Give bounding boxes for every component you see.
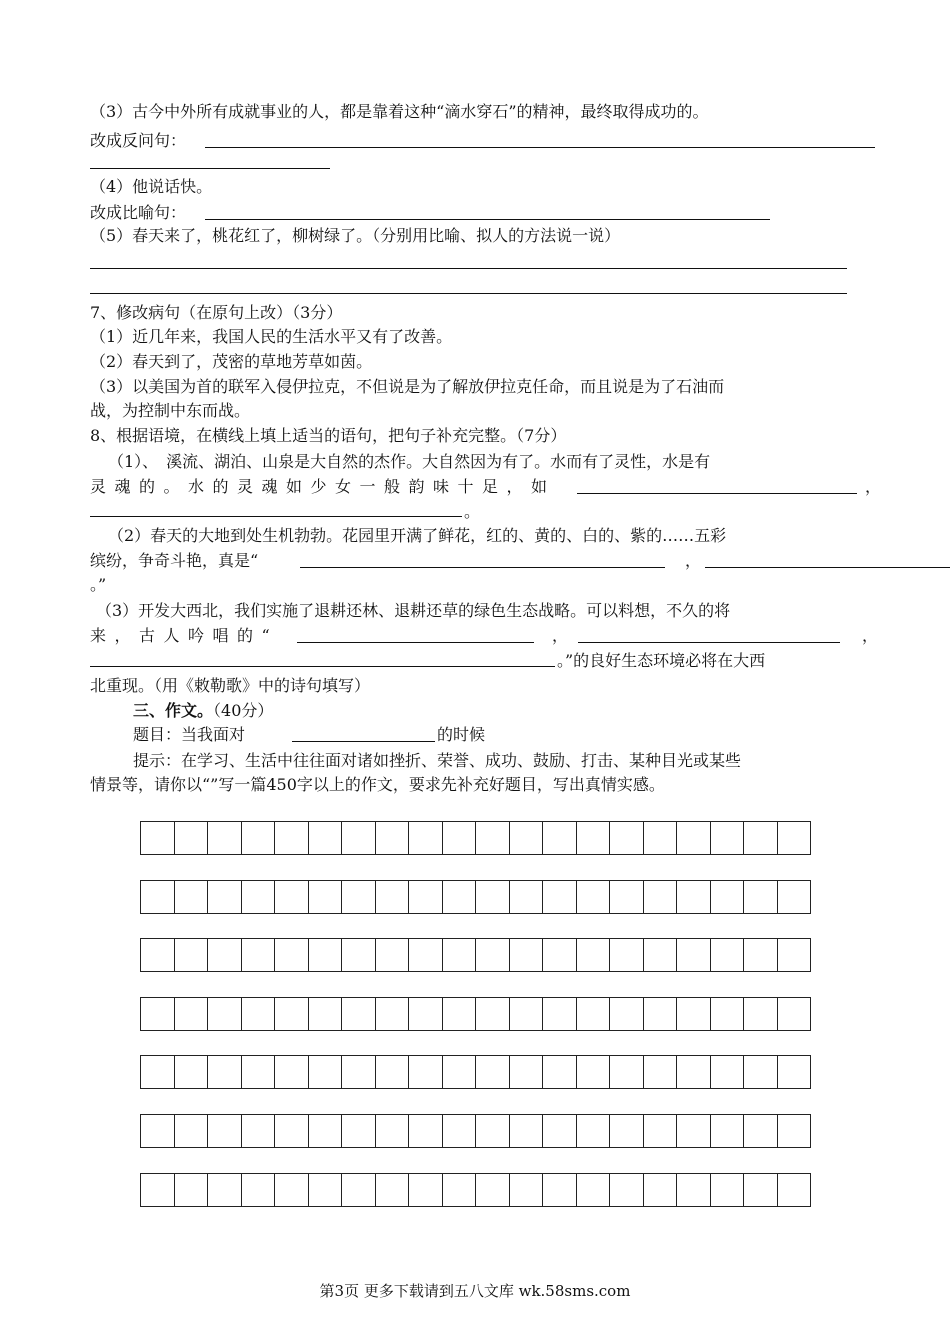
grid-cell[interactable]	[443, 1173, 477, 1207]
q7-heading: 7、修改病句（在原句上改）（3分）	[90, 303, 343, 322]
grid-cell[interactable]	[275, 997, 309, 1031]
grid-cell[interactable]	[543, 1055, 577, 1089]
composition-title-label: 题目：当我面对	[133, 725, 246, 744]
grid-cell[interactable]	[242, 821, 276, 855]
grid-row[interactable]	[140, 1114, 811, 1148]
grid-cell[interactable]	[242, 1055, 276, 1089]
grid-cell[interactable]	[577, 1173, 611, 1207]
grid-cell[interactable]	[376, 1055, 410, 1089]
q6-task-3: 改成反问句：	[90, 131, 187, 150]
grid-cell[interactable]	[208, 1055, 242, 1089]
q8-p3-comma-2: ，	[862, 626, 879, 645]
grid-cell[interactable]	[744, 1173, 778, 1207]
grid-cell[interactable]	[677, 1055, 711, 1089]
q7-sentence-3a: （3）以美国为首的联军入侵伊拉克，不但说是为了解放伊拉克任命，而且说是为了石油而	[90, 377, 725, 396]
grid-cell[interactable]	[275, 1114, 309, 1148]
grid-cell[interactable]	[476, 938, 510, 972]
grid-cell[interactable]	[510, 997, 544, 1031]
grid-cell[interactable]	[778, 1173, 812, 1207]
grid-cell[interactable]	[543, 1114, 577, 1148]
grid-cell[interactable]	[409, 1173, 443, 1207]
grid-cell[interactable]	[309, 821, 343, 855]
q6-task-4: 改成比喻句：	[90, 203, 187, 222]
title-blank[interactable]	[292, 741, 435, 742]
answer-line[interactable]	[90, 168, 330, 169]
grid-cell[interactable]	[409, 821, 443, 855]
answer-line[interactable]	[90, 293, 847, 294]
q7-sentence-1: （1）近几年来，我国人民的生活水平又有了改善。	[90, 327, 453, 346]
grid-cell[interactable]	[175, 880, 209, 914]
grid-cell[interactable]	[342, 1055, 376, 1089]
grid-cell[interactable]	[577, 1114, 611, 1148]
grid-cell[interactable]	[644, 997, 678, 1031]
grid-cell[interactable]	[711, 1173, 745, 1207]
grid-cell[interactable]	[711, 821, 745, 855]
grid-cell[interactable]	[342, 1114, 376, 1148]
grid-cell[interactable]	[744, 821, 778, 855]
q7-sentence-3b: 战，为控制中东而战。	[90, 401, 251, 420]
page-footer: 第3页 更多下载请到五八文库 wk.58sms.com	[319, 1282, 631, 1300]
grid-cell[interactable]	[309, 997, 343, 1031]
grid-row[interactable]	[140, 821, 811, 855]
grid-cell[interactable]	[610, 1114, 644, 1148]
grid-cell[interactable]	[510, 1173, 544, 1207]
grid-cell[interactable]	[744, 1114, 778, 1148]
grid-cell[interactable]	[275, 821, 309, 855]
q6-sentence-5: （5）春天来了，桃花红了，柳树绿了。（分别用比喻、拟人的方法说一说）	[90, 226, 621, 245]
grid-row[interactable]	[140, 997, 811, 1031]
grid-cell[interactable]	[577, 821, 611, 855]
grid-cell[interactable]	[409, 997, 443, 1031]
grid-cell[interactable]	[476, 1114, 510, 1148]
grid-cell[interactable]	[677, 1173, 711, 1207]
grid-cell[interactable]	[610, 997, 644, 1031]
grid-cell[interactable]	[443, 938, 477, 972]
grid-cell[interactable]	[711, 997, 745, 1031]
grid-cell[interactable]	[409, 938, 443, 972]
grid-cell[interactable]	[744, 880, 778, 914]
grid-cell[interactable]	[711, 1114, 745, 1148]
grid-cell[interactable]	[577, 880, 611, 914]
q6-sentence-4: （4）他说话快。	[90, 177, 213, 196]
grid-cell[interactable]	[175, 1114, 209, 1148]
grid-cell[interactable]	[577, 1055, 611, 1089]
grid-cell[interactable]	[309, 880, 343, 914]
grid-cell[interactable]	[208, 821, 242, 855]
grid-cell[interactable]	[543, 880, 577, 914]
answer-line[interactable]	[205, 219, 770, 220]
grid-cell[interactable]	[644, 880, 678, 914]
q8-p1-period: 。	[464, 502, 481, 521]
grid-cell[interactable]	[443, 997, 477, 1031]
grid-cell[interactable]	[677, 880, 711, 914]
grid-row[interactable]	[140, 1173, 811, 1207]
grid-cell[interactable]	[677, 938, 711, 972]
q8-p2-line-b: 缤纷，争奇斗艳，真是“	[90, 551, 259, 570]
grid-cell[interactable]	[443, 1055, 477, 1089]
grid-cell[interactable]	[208, 997, 242, 1031]
composition-title-end: 的时候	[437, 725, 486, 744]
q8-p3-line-a: （3）开发大西北，我们实施了退耕还林、退耕还草的绿色生态战略。可以料想，不久的将	[96, 601, 731, 620]
grid-cell[interactable]	[778, 1055, 812, 1089]
grid-cell[interactable]	[342, 880, 376, 914]
grid-cell[interactable]	[376, 1173, 410, 1207]
answer-line[interactable]	[297, 642, 534, 643]
grid-cell[interactable]	[476, 1173, 510, 1207]
grid-cell[interactable]	[141, 1114, 175, 1148]
grid-cell[interactable]	[677, 1114, 711, 1148]
grid-cell[interactable]	[711, 1055, 745, 1089]
grid-cell[interactable]	[443, 1114, 477, 1148]
grid-cell[interactable]	[309, 1114, 343, 1148]
grid-cell[interactable]	[175, 997, 209, 1031]
grid-cell[interactable]	[744, 938, 778, 972]
grid-cell[interactable]	[610, 1055, 644, 1089]
grid-cell[interactable]	[342, 821, 376, 855]
grid-cell[interactable]	[543, 997, 577, 1031]
q6-sentence-3: （3）古今中外所有成就事业的人，都是靠着这种“滴水穿石”的精神，最终取得成功的。	[90, 102, 709, 121]
answer-line[interactable]	[90, 516, 462, 517]
grid-cell[interactable]	[711, 880, 745, 914]
grid-cell[interactable]	[376, 821, 410, 855]
grid-cell[interactable]	[510, 1055, 544, 1089]
answer-line[interactable]	[578, 642, 840, 643]
grid-cell[interactable]	[242, 938, 276, 972]
q8-p3-line-d: 北重现。（用《敕勒歌》中的诗句填写）	[90, 676, 371, 695]
grid-cell[interactable]	[744, 997, 778, 1031]
grid-cell[interactable]	[476, 1055, 510, 1089]
q7-sentence-2: （2）春天到了，茂密的草地芳草如茵。	[90, 352, 373, 371]
q8-p2-line-a: （2）春天的大地到处生机勃勃。花园里开满了鲜花，红的、黄的、白的、紫的……五彩	[108, 526, 727, 545]
grid-cell[interactable]	[744, 1055, 778, 1089]
grid-cell[interactable]	[543, 821, 577, 855]
grid-cell[interactable]	[510, 1114, 544, 1148]
q8-p1-line-a: （1）、 溪流、湖泊、山泉是大自然的杰作。大自然因为有了。水而有了灵性，水是有	[108, 452, 711, 471]
grid-cell[interactable]	[175, 1173, 209, 1207]
grid-cell[interactable]	[309, 1055, 343, 1089]
grid-cell[interactable]	[275, 880, 309, 914]
grid-row[interactable]	[140, 1055, 811, 1089]
grid-cell[interactable]	[510, 880, 544, 914]
grid-cell[interactable]	[409, 1055, 443, 1089]
grid-cell[interactable]	[543, 1173, 577, 1207]
q8-p3-line-b: 来，古人吟唱的“	[90, 626, 279, 645]
grid-cell[interactable]	[644, 1114, 678, 1148]
q8-p2-comma: ，	[685, 551, 702, 570]
grid-cell[interactable]	[275, 938, 309, 972]
grid-cell[interactable]	[242, 1114, 276, 1148]
grid-cell[interactable]	[342, 938, 376, 972]
grid-cell[interactable]	[443, 821, 477, 855]
grid-cell[interactable]	[644, 821, 678, 855]
grid-cell[interactable]	[543, 938, 577, 972]
composition-hint-1: 提示：在学习、生活中往往面对诸如挫折、荣誉、成功、鼓励、打击、某种目光或某些	[133, 751, 742, 770]
composition-hint-2: 情景等，请你以“”写一篇450字以上的作文，要求先补充好题目，写出真情实感。	[90, 775, 665, 794]
grid-cell[interactable]	[275, 1173, 309, 1207]
grid-cell[interactable]	[376, 997, 410, 1031]
grid-cell[interactable]	[141, 938, 175, 972]
q8-p3-line-c-end: 。”的良好生态环境必将在大西	[557, 651, 766, 670]
grid-cell[interactable]	[510, 821, 544, 855]
grid-cell[interactable]	[610, 1173, 644, 1207]
grid-cell[interactable]	[141, 821, 175, 855]
grid-cell[interactable]	[376, 938, 410, 972]
grid-cell[interactable]	[610, 821, 644, 855]
grid-cell[interactable]	[141, 1055, 175, 1089]
grid-cell[interactable]	[778, 821, 812, 855]
grid-cell[interactable]	[242, 880, 276, 914]
grid-cell[interactable]	[141, 1173, 175, 1207]
grid-cell[interactable]	[778, 1114, 812, 1148]
grid-cell[interactable]	[175, 938, 209, 972]
answer-line[interactable]	[577, 493, 857, 494]
grid-cell[interactable]	[208, 880, 242, 914]
grid-row[interactable]	[140, 938, 811, 972]
grid-cell[interactable]	[175, 1055, 209, 1089]
q8-p1-comma: ，	[865, 477, 882, 496]
q8-p2-line-c: 。”	[90, 575, 107, 594]
grid-cell[interactable]	[376, 880, 410, 914]
grid-cell[interactable]	[242, 1173, 276, 1207]
grid-cell[interactable]	[242, 997, 276, 1031]
answer-line[interactable]	[300, 567, 665, 568]
grid-cell[interactable]	[644, 938, 678, 972]
grid-cell[interactable]	[208, 938, 242, 972]
grid-cell[interactable]	[577, 938, 611, 972]
q8-heading: 8、根据语境，在横线上填上适当的语句，把句子补充完整。（7分）	[90, 426, 567, 445]
grid-cell[interactable]	[175, 821, 209, 855]
grid-row[interactable]	[140, 880, 811, 914]
grid-cell[interactable]	[309, 1173, 343, 1207]
grid-cell[interactable]	[778, 938, 812, 972]
grid-cell[interactable]	[644, 1173, 678, 1207]
grid-cell[interactable]	[342, 1173, 376, 1207]
grid-cell[interactable]	[610, 880, 644, 914]
section3-heading: 三、作文。（40分）	[133, 701, 274, 720]
grid-cell[interactable]	[677, 997, 711, 1031]
grid-cell[interactable]	[510, 938, 544, 972]
grid-cell[interactable]	[610, 938, 644, 972]
grid-cell[interactable]	[577, 997, 611, 1031]
grid-cell[interactable]	[409, 1114, 443, 1148]
grid-cell[interactable]	[711, 938, 745, 972]
grid-cell[interactable]	[644, 1055, 678, 1089]
answer-line[interactable]	[205, 147, 875, 148]
answer-line[interactable]	[705, 567, 950, 568]
grid-cell[interactable]	[778, 880, 812, 914]
grid-cell[interactable]	[208, 1114, 242, 1148]
grid-cell[interactable]	[476, 997, 510, 1031]
grid-cell[interactable]	[476, 821, 510, 855]
grid-cell[interactable]	[778, 997, 812, 1031]
grid-cell[interactable]	[309, 938, 343, 972]
grid-cell[interactable]	[342, 997, 376, 1031]
answer-line[interactable]	[90, 268, 847, 269]
grid-cell[interactable]	[476, 880, 510, 914]
answer-line[interactable]	[90, 666, 555, 667]
q8-p1-line-b: 灵魂的。水的灵魂如少女一般韵味十足，如	[90, 477, 556, 496]
q8-p3-comma-1: ，	[552, 626, 569, 645]
grid-cell[interactable]	[141, 997, 175, 1031]
grid-cell[interactable]	[208, 1173, 242, 1207]
grid-cell[interactable]	[376, 1114, 410, 1148]
grid-cell[interactable]	[443, 880, 477, 914]
grid-cell[interactable]	[409, 880, 443, 914]
grid-cell[interactable]	[677, 821, 711, 855]
grid-cell[interactable]	[141, 880, 175, 914]
grid-cell[interactable]	[275, 1055, 309, 1089]
